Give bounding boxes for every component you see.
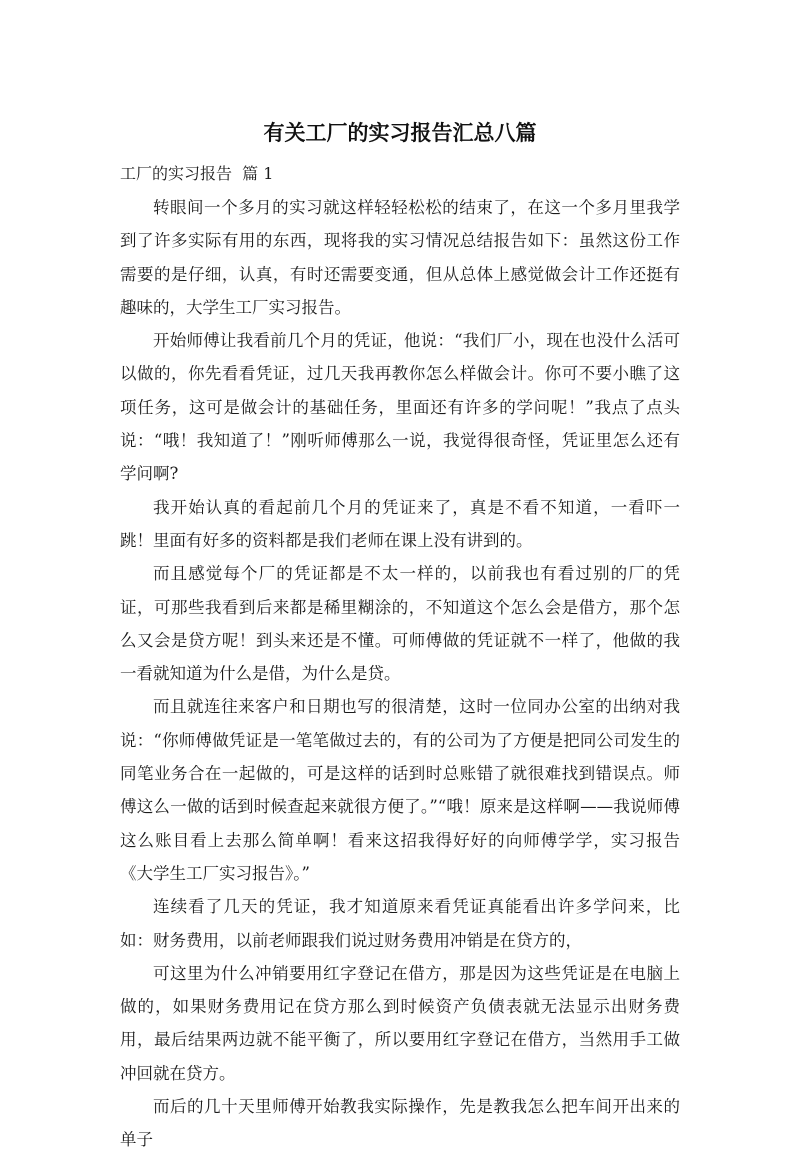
- paragraph: 连续看了几天的凭证，我才知道原来看凭证真能看出许多学问来，比如：财务费用，以前老师跟我们说过财务费用冲销是在贷方的，: [120, 897, 680, 950]
- paragraph: 转眼间一个多月的实习就这样轻轻松松的结束了，在这一个多月里我学到了许多实际有用的东西，现将我的实习情况总结报告如下：虽然这份工作需要的是仔细，认真，有时还需要变通，但从总体上感觉做会计工作还挺有趣味的，大学生工厂实习报告。: [120, 198, 680, 317]
- document-body: [120, 191, 680, 1157]
- paragraph: 我开始认真的看起前几个月的凭证来了，真是不看不知道，一看吓一跳！里面有好多的资料都是我们老师在课上没有讲到的。: [120, 497, 680, 550]
- paragraph: 而且就连往来客户和日期也写的很清楚，这时一位同办公室的出纳对我说：“你师傅做凭证是一笔笔做过去的，有的公司为了方便是把同公司发生的同笔业务合在一起做的，可是这样的话到时总账错了就很难找到错误点。师傅这么一做的话到时候查起来就很方便了。”“哦！原来是这样啊——我说师傅这么账目看上去那么简单啊！看来这招我得好好的向师傅学学，实习报告《大学生工厂实习报告》。”: [120, 697, 680, 883]
- paragraph: 而且感觉每个厂的凭证都是不太一样的，以前我也有看过别的厂的凭证，可那些我看到后来都是稀里糊涂的，不知道这个怎么会是借方，那个怎么又会是贷方呢！到头来还是不懂。可师傅做的凭证就不一样了，他做的我一看就知道为什么是借，为什么是贷。: [120, 564, 680, 684]
- paragraph: 开始师傅让我看前几个月的凭证，他说：“我们厂小，现在也没什么活可以做的，你先看看凭证，过几天我再教你怎么样做会计。你可不要小瞧了这项任务，这可是做会计的基础任务，里面还有许多的学问呢！”我点了点头说：“哦！我知道了！”刚听师傅那么一说，我觉得很奇怪，凭证里怎么还有学问啊?: [120, 331, 680, 484]
- paragraph: 而后的几十天里师傅开始教我实际操作，先是教我怎么把车间开出来的单子: [120, 1097, 680, 1150]
- section-heading: 工厂的实习报告 篇 1: [120, 164, 274, 183]
- document-title: 有关工厂的实习报告汇总八篇: [263, 121, 537, 145]
- paragraph: 可这里为什么冲销要用红字登记在借方，那是因为这些凭证是在电脑上做的，如果财务费用记在贷方那么到时候资产负债表就无法显示出财务费用，最后结果两边就不能平衡了，所以要用红字登记在借方，当然用手工做冲回就在贷方。: [120, 963, 680, 1083]
